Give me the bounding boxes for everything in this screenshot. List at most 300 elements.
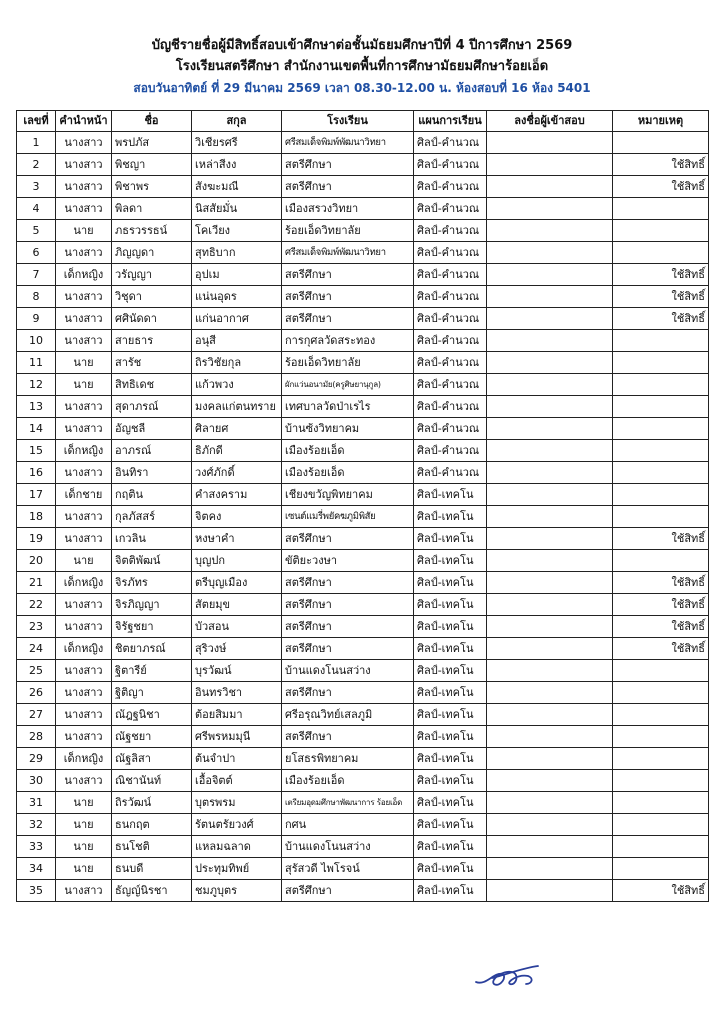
cell-note <box>613 682 709 704</box>
cell-note: ใช้สิทธิ์ <box>613 638 709 660</box>
cell-signature <box>487 550 613 572</box>
cell-no: 33 <box>17 836 56 858</box>
cell-signature <box>487 374 613 396</box>
cell-note <box>613 506 709 528</box>
cell-note: ใช้สิทธิ์ <box>613 264 709 286</box>
table-header-row <box>17 111 709 132</box>
cell-school: สตรีศึกษา <box>282 682 414 704</box>
cell-signature <box>487 418 613 440</box>
cell-note <box>613 242 709 264</box>
cell-note <box>613 660 709 682</box>
cell-no: 15 <box>17 440 56 462</box>
cell-school: สตรีศึกษา <box>282 572 414 594</box>
cell-note <box>613 550 709 572</box>
cell-no: 20 <box>17 550 56 572</box>
cell-plan: ศิลป์-คำนวณ <box>414 352 487 374</box>
cell-title: เด็กชาย <box>56 484 112 506</box>
cell-plan: ศิลป์-คำนวณ <box>414 132 487 154</box>
cell-no: 22 <box>17 594 56 616</box>
table-row <box>17 550 709 572</box>
cell-no: 29 <box>17 748 56 770</box>
cell-signature <box>487 308 613 330</box>
cell-school: สตรีศึกษา <box>282 638 414 660</box>
cell-first-name: ธนกฤต <box>112 814 192 836</box>
cell-plan: ศิลป์-คำนวณ <box>414 462 487 484</box>
cell-no: 11 <box>17 352 56 374</box>
cell-first-name: จิรภัทร <box>112 572 192 594</box>
table-row <box>17 858 709 880</box>
cell-school: สุรัสวดี ไพโรจน์ <box>282 858 414 880</box>
cell-note <box>613 220 709 242</box>
cell-last-name: แหลมฉลาด <box>192 836 282 858</box>
cell-school: กศน <box>282 814 414 836</box>
cell-last-name: แก้วพวง <box>192 374 282 396</box>
cell-school: สตรีศึกษา <box>282 726 414 748</box>
cell-last-name: วงศ์ภักดิ์ <box>192 462 282 484</box>
cell-plan: ศิลป์-เทคโน <box>414 616 487 638</box>
cell-first-name: พิลดา <box>112 198 192 220</box>
table-row <box>17 154 709 176</box>
cell-no: 10 <box>17 330 56 352</box>
cell-signature <box>487 660 613 682</box>
cell-first-name: จิรัฐชยา <box>112 616 192 638</box>
cell-school: สตรีศึกษา <box>282 154 414 176</box>
cell-school: เมืองร้อยเอ็ด <box>282 462 414 484</box>
col-header-no: เลขที่ <box>17 111 56 132</box>
cell-first-name: สุดาภรณ์ <box>112 396 192 418</box>
cell-title: นางสาว <box>56 726 112 748</box>
cell-signature <box>487 286 613 308</box>
table-row <box>17 616 709 638</box>
cell-last-name: จิตคง <box>192 506 282 528</box>
cell-no: 25 <box>17 660 56 682</box>
cell-school: ศรีอรุณวิทย์เสลภูมิ <box>282 704 414 726</box>
cell-plan: ศิลป์-เทคโน <box>414 836 487 858</box>
cell-plan: ศิลป์-เทคโน <box>414 792 487 814</box>
cell-title: นางสาว <box>56 154 112 176</box>
cell-first-name: สายธาร <box>112 330 192 352</box>
col-header-plan: แผนการเรียน <box>414 111 487 132</box>
cell-title: นางสาว <box>56 462 112 484</box>
table-row <box>17 396 709 418</box>
cell-school: การกุศลวัดสระทอง <box>282 330 414 352</box>
cell-no: 6 <box>17 242 56 264</box>
cell-title: นางสาว <box>56 528 112 550</box>
cell-signature <box>487 638 613 660</box>
cell-first-name: เกวลิน <box>112 528 192 550</box>
cell-note <box>613 814 709 836</box>
table-row <box>17 242 709 264</box>
cell-note <box>613 462 709 484</box>
cell-last-name: ต้นจำปา <box>192 748 282 770</box>
table-row <box>17 682 709 704</box>
cell-signature <box>487 506 613 528</box>
table-row <box>17 506 709 528</box>
table-row <box>17 704 709 726</box>
cell-signature <box>487 176 613 198</box>
cell-note: ใช้สิทธิ์ <box>613 572 709 594</box>
cell-title: นาย <box>56 792 112 814</box>
cell-no: 27 <box>17 704 56 726</box>
cell-first-name: ธัญญ์นิรชา <box>112 880 192 902</box>
cell-note <box>613 198 709 220</box>
cell-first-name: ศศินัดดา <box>112 308 192 330</box>
cell-last-name: สุริวงษ์ <box>192 638 282 660</box>
cell-no: 3 <box>17 176 56 198</box>
cell-first-name: อัญชลี <box>112 418 192 440</box>
cell-title: เด็กหญิง <box>56 748 112 770</box>
cell-signature <box>487 726 613 748</box>
cell-school: เมืองร้อยเอ็ด <box>282 770 414 792</box>
cell-no: 13 <box>17 396 56 418</box>
cell-note <box>613 836 709 858</box>
cell-title: เด็กหญิง <box>56 572 112 594</box>
table-row <box>17 440 709 462</box>
table-row <box>17 528 709 550</box>
cell-plan: ศิลป์-เทคโน <box>414 704 487 726</box>
cell-signature <box>487 154 613 176</box>
cell-signature <box>487 220 613 242</box>
cell-last-name: สัตยมุข <box>192 594 282 616</box>
cell-no: 4 <box>17 198 56 220</box>
cell-no: 23 <box>17 616 56 638</box>
table-row <box>17 374 709 396</box>
cell-note <box>613 352 709 374</box>
cell-first-name: พิชาพร <box>112 176 192 198</box>
cell-last-name: ศิลายศ <box>192 418 282 440</box>
cell-school: เซนต์แมรี่พยัคฆภูมิพิสัย <box>282 506 414 528</box>
cell-title: นางสาว <box>56 682 112 704</box>
cell-first-name: ชิตยาภรณ์ <box>112 638 192 660</box>
cell-note <box>613 132 709 154</box>
signature-icon <box>472 962 542 992</box>
cell-no: 30 <box>17 770 56 792</box>
cell-title: นาย <box>56 374 112 396</box>
cell-plan: ศิลป์-คำนวณ <box>414 154 487 176</box>
cell-plan: ศิลป์-เทคโน <box>414 506 487 528</box>
cell-note <box>613 726 709 748</box>
cell-no: 14 <box>17 418 56 440</box>
table-row <box>17 176 709 198</box>
cell-last-name: วิเชียรศรี <box>192 132 282 154</box>
cell-plan: ศิลป์-เทคโน <box>414 748 487 770</box>
cell-title: นางสาว <box>56 308 112 330</box>
cell-last-name: หงษาคำ <box>192 528 282 550</box>
cell-school: เทศบาลวัดป่าเรไร <box>282 396 414 418</box>
table-row <box>17 660 709 682</box>
cell-plan: ศิลป์-คำนวณ <box>414 418 487 440</box>
col-header-last-name: สกุล <box>192 111 282 132</box>
cell-school: ร้อยเอ็ดวิทยาลัย <box>282 220 414 242</box>
cell-title: นาย <box>56 858 112 880</box>
doc-title: บัญชีรายชื่อผู้มีสิทธิ์สอบเข้าศึกษาต่อชั้นมัธยมศึกษาปีที่ 4 ปีการศึกษา 2569 <box>151 38 573 53</box>
cell-first-name: สารัช <box>112 352 192 374</box>
cell-school: ยโสธรพิทยาคม <box>282 748 414 770</box>
col-header-signature: ลงชื่อผู้เข้าสอบ <box>487 111 613 132</box>
cell-first-name: ภิญญดา <box>112 242 192 264</box>
cell-plan: ศิลป์-เทคโน <box>414 880 487 902</box>
cell-plan: ศิลป์-เทคโน <box>414 638 487 660</box>
cell-first-name: จิตติพัฒน์ <box>112 550 192 572</box>
cell-last-name: ประทุมทิพย์ <box>192 858 282 880</box>
cell-title: นางสาว <box>56 396 112 418</box>
cell-first-name: ณิชานันท์ <box>112 770 192 792</box>
cell-title: นาย <box>56 814 112 836</box>
cell-note <box>613 418 709 440</box>
cell-first-name: อินทิรา <box>112 462 192 484</box>
cell-last-name: เอื้อจิตต์ <box>192 770 282 792</box>
col-header-first-name: ชื่อ <box>112 111 192 132</box>
col-header-title: คำนำหน้า <box>56 111 112 132</box>
cell-last-name: บุญปก <box>192 550 282 572</box>
cell-signature <box>487 594 613 616</box>
cell-plan: ศิลป์-เทคโน <box>414 858 487 880</box>
cell-plan: ศิลป์-เทคโน <box>414 660 487 682</box>
cell-no: 2 <box>17 154 56 176</box>
cell-school: ศรีสมเด็จพิมพ์พัฒนาวิทยา <box>282 242 414 264</box>
cell-school: เชียงขวัญพิทยาคม <box>282 484 414 506</box>
cell-signature <box>487 330 613 352</box>
cell-plan: ศิลป์-เทคโน <box>414 572 487 594</box>
cell-signature <box>487 572 613 594</box>
cell-last-name: อินทรวิชา <box>192 682 282 704</box>
cell-plan: ศิลป์-คำนวณ <box>414 286 487 308</box>
cell-title: นางสาว <box>56 176 112 198</box>
cell-last-name: นิสสัยมั่น <box>192 198 282 220</box>
cell-signature <box>487 264 613 286</box>
cell-note <box>613 858 709 880</box>
cell-no: 24 <box>17 638 56 660</box>
cell-last-name: แก่นอากาศ <box>192 308 282 330</box>
cell-title: นาย <box>56 220 112 242</box>
cell-school: เตรียมอุดมศึกษาพัฒนาการ ร้อยเอ็ด <box>282 792 414 814</box>
cell-school: ศรีสมเด็จพิมพ์พัฒนาวิทยา <box>282 132 414 154</box>
cell-first-name: กุลภัสสร์ <box>112 506 192 528</box>
cell-plan: ศิลป์-คำนวณ <box>414 440 487 462</box>
cell-last-name: บัวสอน <box>192 616 282 638</box>
cell-note <box>613 704 709 726</box>
cell-title: นางสาว <box>56 330 112 352</box>
cell-last-name: เหล่าสีงง <box>192 154 282 176</box>
table-row <box>17 880 709 902</box>
cell-title: นางสาว <box>56 198 112 220</box>
cell-no: 16 <box>17 462 56 484</box>
cell-school: ร้อยเอ็ดวิทยาลัย <box>282 352 414 374</box>
cell-first-name: ธนโชติ <box>112 836 192 858</box>
cell-no: 12 <box>17 374 56 396</box>
table-row <box>17 814 709 836</box>
table-row <box>17 638 709 660</box>
cell-last-name: โคเวียง <box>192 220 282 242</box>
cell-note: ใช้สิทธิ์ <box>613 616 709 638</box>
cell-last-name: บุตรพรม <box>192 792 282 814</box>
cell-first-name: ณัฐชยา <box>112 726 192 748</box>
cell-no: 26 <box>17 682 56 704</box>
cell-first-name: ฐิติญา <box>112 682 192 704</box>
cell-first-name: วิชุดา <box>112 286 192 308</box>
cell-school: ผักแว่นอนามัย(ครูศิษยานุกูล) <box>282 374 414 396</box>
cell-school: สตรีศึกษา <box>282 594 414 616</box>
cell-school: สตรีศึกษา <box>282 264 414 286</box>
col-header-school: โรงเรียน <box>282 111 414 132</box>
col-header-note: หมายเหตุ <box>613 111 709 132</box>
cell-last-name: ชมภูบุตร <box>192 880 282 902</box>
cell-signature <box>487 792 613 814</box>
cell-note: ใช้สิทธิ์ <box>613 880 709 902</box>
table-row <box>17 792 709 814</box>
cell-last-name: ถิรวิชัยกุล <box>192 352 282 374</box>
cell-note <box>613 484 709 506</box>
cell-school: บ้านแดงโนนสว่าง <box>282 660 414 682</box>
cell-signature <box>487 770 613 792</box>
cell-no: 35 <box>17 880 56 902</box>
table-row <box>17 198 709 220</box>
cell-first-name: อาภรณ์ <box>112 440 192 462</box>
cell-signature <box>487 132 613 154</box>
cell-plan: ศิลป์-คำนวณ <box>414 330 487 352</box>
table-row <box>17 330 709 352</box>
cell-no: 8 <box>17 286 56 308</box>
cell-last-name: แน่นอุดร <box>192 286 282 308</box>
cell-signature <box>487 616 613 638</box>
cell-plan: ศิลป์-เทคโน <box>414 550 487 572</box>
table-row <box>17 594 709 616</box>
cell-no: 28 <box>17 726 56 748</box>
cell-title: นางสาว <box>56 242 112 264</box>
cell-school: สตรีศึกษา <box>282 176 414 198</box>
table-row <box>17 352 709 374</box>
cell-plan: ศิลป์-เทคโน <box>414 682 487 704</box>
cell-last-name: อุปเม <box>192 264 282 286</box>
cell-note <box>613 792 709 814</box>
cell-first-name: พรปภัส <box>112 132 192 154</box>
cell-first-name: จิรภิญญา <box>112 594 192 616</box>
cell-last-name: ศรีพรหมมุนี <box>192 726 282 748</box>
cell-last-name: รัตนตรัยวงศ์ <box>192 814 282 836</box>
cell-last-name: อนุสี <box>192 330 282 352</box>
cell-last-name: ตรีบุญเมือง <box>192 572 282 594</box>
cell-school: สตรีศึกษา <box>282 616 414 638</box>
cell-first-name: ณัฐลิสา <box>112 748 192 770</box>
cell-signature <box>487 858 613 880</box>
cell-school: สตรีศึกษา <box>282 308 414 330</box>
cell-title: นางสาว <box>56 660 112 682</box>
cell-first-name: ณัฎฐนิชา <box>112 704 192 726</box>
cell-signature <box>487 396 613 418</box>
cell-no: 31 <box>17 792 56 814</box>
cell-signature <box>487 748 613 770</box>
cell-first-name: ภธรวรรธน์ <box>112 220 192 242</box>
cell-title: นางสาว <box>56 594 112 616</box>
cell-plan: ศิลป์-คำนวณ <box>414 220 487 242</box>
table-row <box>17 748 709 770</box>
cell-school: บ้านซ้งวิทยาคม <box>282 418 414 440</box>
cell-title: เด็กหญิง <box>56 264 112 286</box>
table-row <box>17 264 709 286</box>
cell-last-name: คำสงคราม <box>192 484 282 506</box>
cell-signature <box>487 242 613 264</box>
cell-no: 5 <box>17 220 56 242</box>
cell-note: ใช้สิทธิ์ <box>613 528 709 550</box>
cell-plan: ศิลป์-คำนวณ <box>414 264 487 286</box>
cell-plan: ศิลป์-เทคโน <box>414 814 487 836</box>
cell-title: นาย <box>56 550 112 572</box>
cell-signature <box>487 528 613 550</box>
cell-no: 17 <box>17 484 56 506</box>
cell-title: นางสาว <box>56 880 112 902</box>
cell-title: นางสาว <box>56 132 112 154</box>
cell-last-name: บุรวัฒน์ <box>192 660 282 682</box>
table-row <box>17 462 709 484</box>
cell-note: ใช้สิทธิ์ <box>613 594 709 616</box>
cell-signature <box>487 682 613 704</box>
cell-no: 7 <box>17 264 56 286</box>
cell-signature <box>487 352 613 374</box>
cell-first-name: วรัญญา <box>112 264 192 286</box>
cell-note: ใช้สิทธิ์ <box>613 286 709 308</box>
cell-first-name: พิชญา <box>112 154 192 176</box>
table-row <box>17 572 709 594</box>
cell-signature <box>487 462 613 484</box>
cell-note <box>613 330 709 352</box>
cell-no: 21 <box>17 572 56 594</box>
cell-plan: ศิลป์-คำนวณ <box>414 198 487 220</box>
table-row <box>17 484 709 506</box>
cell-last-name: ต้อยสิมมา <box>192 704 282 726</box>
cell-signature <box>487 836 613 858</box>
cell-signature <box>487 198 613 220</box>
cell-note <box>613 748 709 770</box>
doc-subtitle: โรงเรียนสตรีศึกษา สำนักงานเขตพื้นที่การศึกษามัธยมศึกษาร้อยเอ็ด <box>175 59 549 74</box>
cell-no: 19 <box>17 528 56 550</box>
cell-title: นางสาว <box>56 704 112 726</box>
cell-school: เมืองร้อยเอ็ด <box>282 440 414 462</box>
cell-last-name: มงคลแก่ตนทราย <box>192 396 282 418</box>
cell-first-name: ถิรวัฒน์ <box>112 792 192 814</box>
cell-note <box>613 770 709 792</box>
table-row <box>17 220 709 242</box>
cell-no: 32 <box>17 814 56 836</box>
table-row <box>17 132 709 154</box>
cell-title: นาย <box>56 352 112 374</box>
cell-plan: ศิลป์-คำนวณ <box>414 242 487 264</box>
cell-first-name: กฤติน <box>112 484 192 506</box>
cell-title: นาย <box>56 836 112 858</box>
cell-school: เมืองสรวงวิทยา <box>282 198 414 220</box>
cell-title: เด็กหญิง <box>56 638 112 660</box>
cell-signature <box>487 440 613 462</box>
student-roster-table <box>16 110 709 902</box>
table-body <box>17 132 709 902</box>
cell-no: 18 <box>17 506 56 528</box>
cell-title: นางสาว <box>56 286 112 308</box>
cell-plan: ศิลป์-คำนวณ <box>414 308 487 330</box>
cell-last-name: สังฆะมณี <box>192 176 282 198</box>
table-row <box>17 418 709 440</box>
table-row <box>17 726 709 748</box>
cell-plan: ศิลป์-คำนวณ <box>414 396 487 418</box>
cell-plan: ศิลป์-เทคโน <box>414 594 487 616</box>
cell-last-name: ธิภักดี <box>192 440 282 462</box>
table-row <box>17 308 709 330</box>
cell-plan: ศิลป์-คำนวณ <box>414 176 487 198</box>
cell-signature <box>487 484 613 506</box>
cell-no: 1 <box>17 132 56 154</box>
cell-title: นางสาว <box>56 616 112 638</box>
cell-first-name: ธนบดี <box>112 858 192 880</box>
cell-plan: ศิลป์-คำนวณ <box>414 374 487 396</box>
cell-title: นางสาว <box>56 418 112 440</box>
